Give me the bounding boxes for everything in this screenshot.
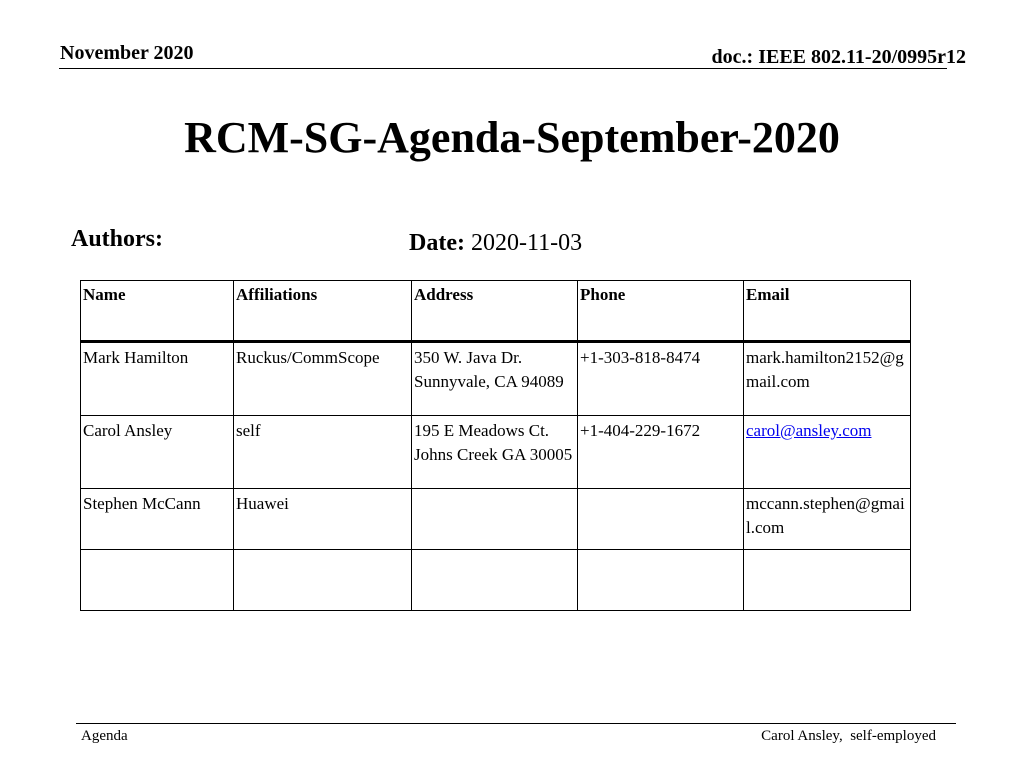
table-row <box>81 489 911 550</box>
cell-email: mark.hamilton2152@gmail.com <box>744 342 911 416</box>
table-header-row <box>81 281 911 342</box>
cell-affiliation: Ruckus/CommScope <box>234 342 412 416</box>
date-value: 2020-11-03 <box>470 230 583 256</box>
cell-address: 195 E Meadows Ct. Johns Creek GA 30005 <box>412 416 578 489</box>
cell-email: mccann.stephen@gmail.com <box>744 489 911 550</box>
cell-address: 350 W. Java Dr. Sunnyvale, CA 94089 <box>412 342 578 416</box>
footer-right-text: Carol Ansley, self-employed <box>761 728 936 744</box>
cell-phone: +1-404-229-1672 <box>578 416 744 489</box>
authors-table <box>80 280 911 611</box>
cell-email <box>744 550 911 611</box>
cell-phone: +1-303-818-8474 <box>578 342 744 416</box>
cell-affiliation <box>234 550 412 611</box>
column-header-address: Address <box>412 281 578 342</box>
header-date: November 2020 <box>60 42 194 64</box>
header-divider <box>59 68 947 69</box>
cell-address <box>412 489 578 550</box>
cell-name: Carol Ansley <box>81 416 234 489</box>
column-header-affiliations: Affiliations <box>234 281 412 342</box>
slide-title: RCM-SG-Agenda-September-2020 <box>184 113 840 162</box>
column-header-name: Name <box>81 281 234 342</box>
cell-name: Mark Hamilton <box>81 342 234 416</box>
footer-divider <box>76 723 956 724</box>
cell-affiliation: self <box>234 416 412 489</box>
cell-affiliation: Huawei <box>234 489 412 550</box>
cell-email <box>744 416 911 489</box>
table-row <box>81 342 911 416</box>
cell-name: Stephen McCann <box>81 489 234 550</box>
header-doc-id: doc.: IEEE 802.11-20/0995r12 <box>711 46 966 68</box>
cell-address <box>412 550 578 611</box>
cell-phone <box>578 489 744 550</box>
table-row <box>81 550 911 611</box>
column-header-email: Email <box>744 281 911 342</box>
authors-label: Authors: <box>71 226 164 252</box>
footer-left-text: Agenda <box>81 728 128 744</box>
cell-phone <box>578 550 744 611</box>
date-label: Date: <box>409 230 465 256</box>
email-link[interactable]: carol@ansley.com <box>746 421 872 440</box>
table-row <box>81 416 911 489</box>
column-header-phone: Phone <box>578 281 744 342</box>
date-line <box>409 230 582 257</box>
cell-name <box>81 550 234 611</box>
